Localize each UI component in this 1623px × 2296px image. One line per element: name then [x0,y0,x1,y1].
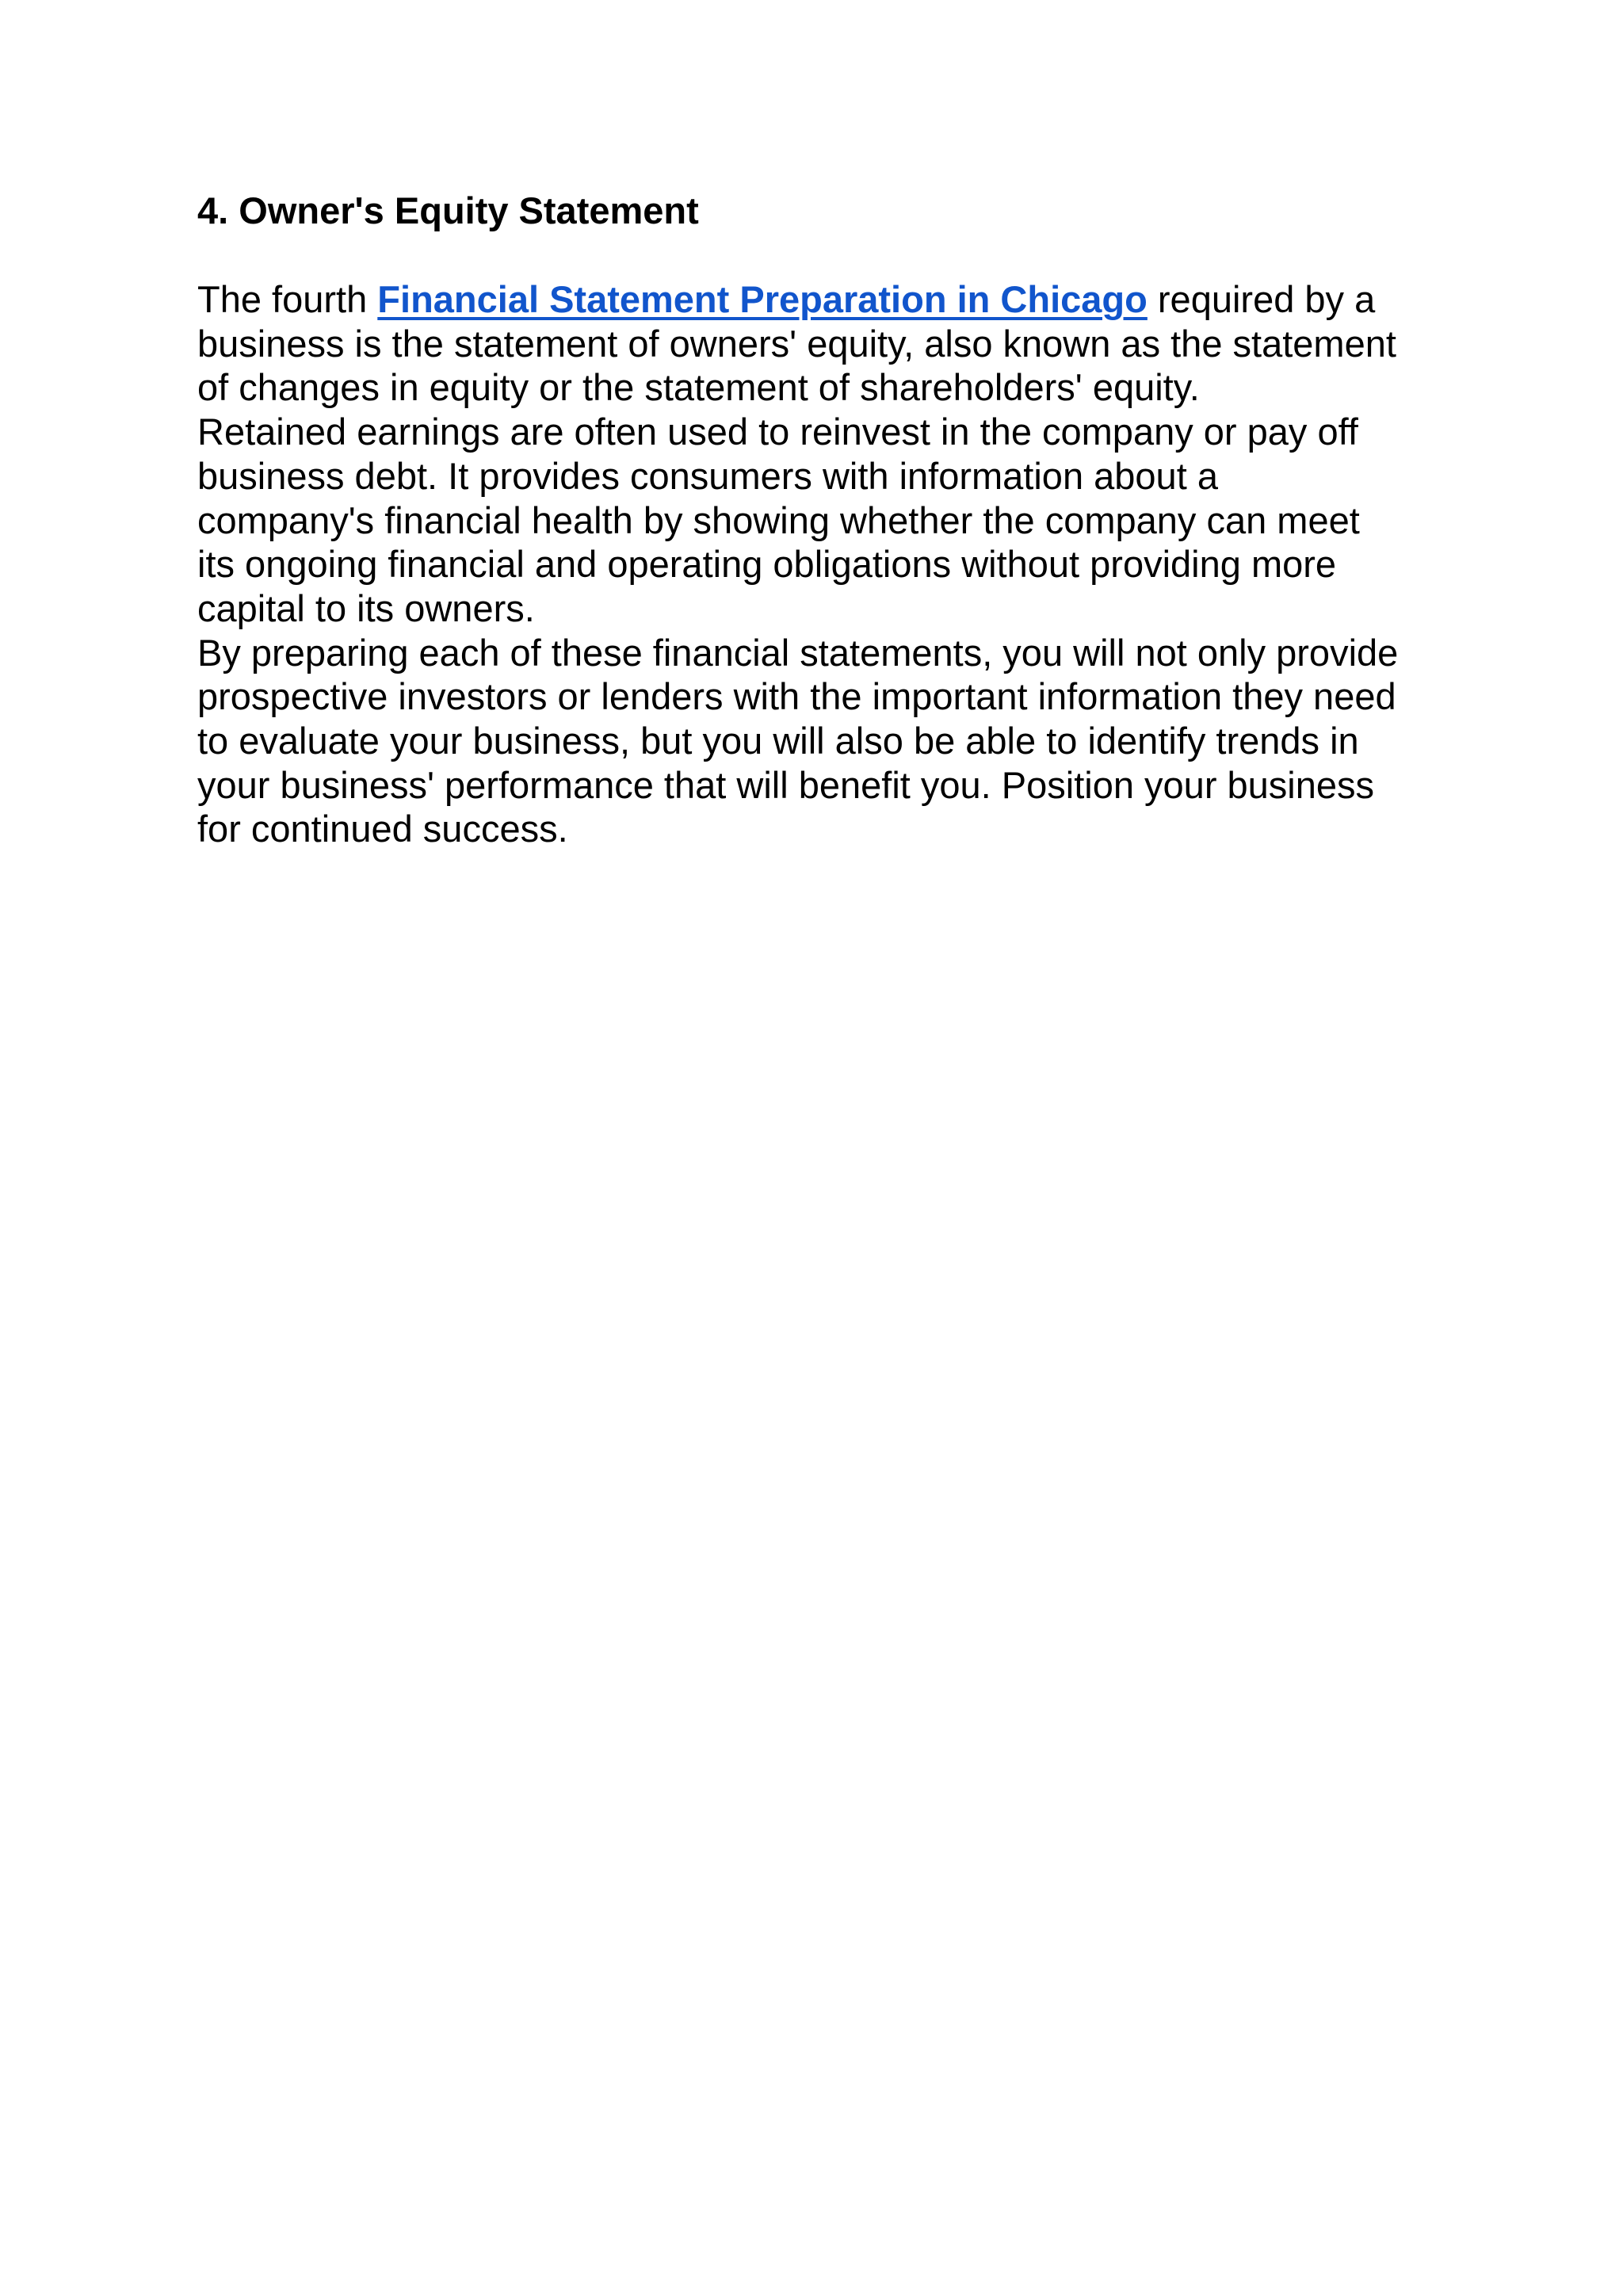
section-heading: 4. Owner's Equity Statement [197,189,699,231]
paragraph-line: for continued success. [197,808,568,850]
paragraph-line: of changes in equity or the statement of shareholders' equity. [197,366,1200,409]
paragraph-line: business is the statement of owners' equity, also known as the statement [197,322,1396,365]
paragraph-line: By preparing each of these financial statements, you will not only provide [197,631,1399,674]
paragraph-line: your business' performance that will benefit you. Position your business [197,763,1375,806]
paragraph-line: capital to its owners. [197,586,535,629]
paragraph-owners-equity [197,277,1442,410]
document-content [197,189,1442,851]
paragraph-line: company's financial health by showing whether the company can meet [197,499,1360,541]
paragraph-retained-earnings [197,410,1442,631]
paragraph-line: business debt. It provides consumers with information about a [197,454,1218,497]
paragraph-line: Retained earnings are often used to reinvest in the company or pay off [197,411,1358,453]
text-run: required by a [1147,278,1376,320]
paragraph-line: to evaluate your business, but you will also be able to identify trends in [197,720,1359,762]
paragraph-line [197,277,1442,322]
paragraph-line: prospective investors or lenders with the important information they need [197,675,1396,718]
financial-statement-link[interactable]: Financial Statement Preparation in Chicago [377,278,1148,320]
paragraph-preparing-statements [197,631,1442,852]
text-run: The fourth [197,278,378,320]
paragraph-line: its ongoing financial and operating obligations without providing more [197,543,1337,586]
